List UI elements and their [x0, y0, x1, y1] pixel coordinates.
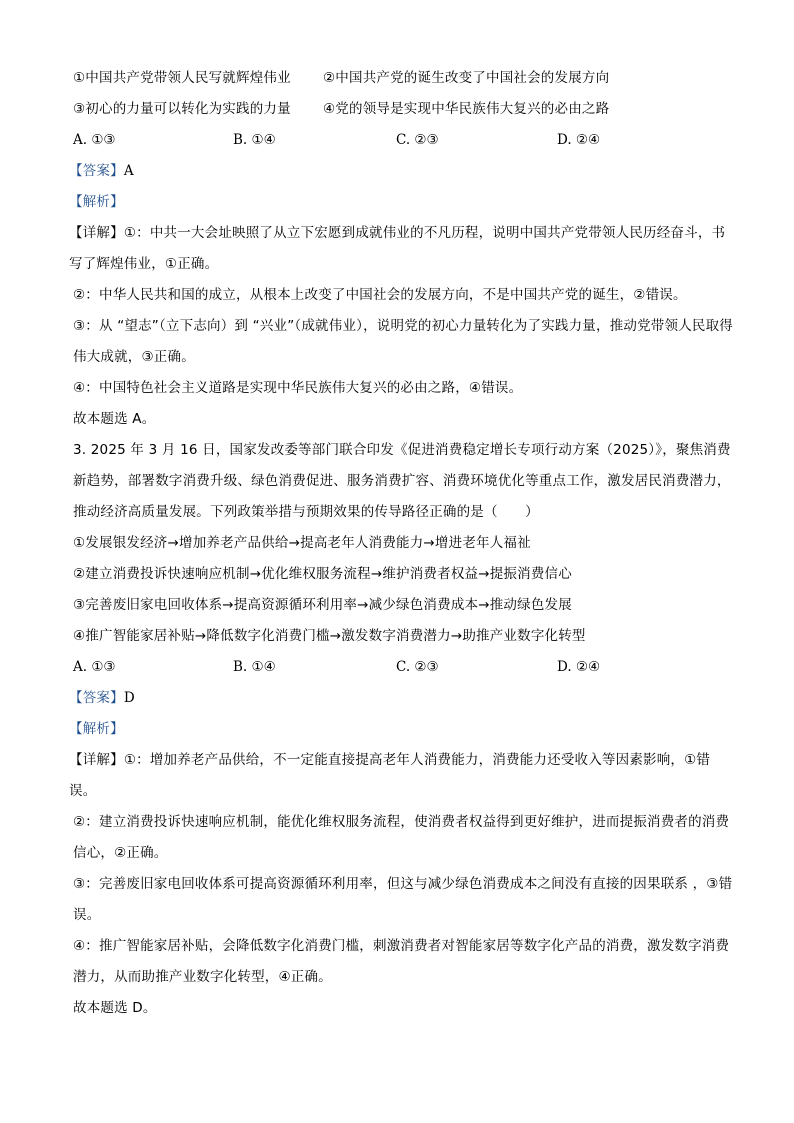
detail-paragraph [73, 373, 733, 404]
detail-paragraph [73, 280, 733, 311]
statement-3: ③初心的力量可以转化为实践的力量 [73, 101, 291, 117]
statement-row [73, 63, 733, 94]
conclusion-text: 故本题选 D。 [73, 1000, 157, 1016]
option-a: A. ①③ [73, 659, 116, 675]
answer-value: A [123, 163, 134, 179]
conclusion [73, 993, 733, 1024]
detail-text-4: ④：推广智能家居补贴，会降低数字化消费门槛，刺激消费者对智能家居等数字化产品的消费，激发数字消费潜力，从而助推产业数字化转型，④正确。 [73, 938, 730, 985]
detail-text-3: ③：从 “望志”（立下志向）到 “兴业”（成就伟业），说明党的初心力量转化为了实践力量，推动党带领人民取得伟大成就，③正确。 [73, 318, 734, 365]
detail-paragraph [73, 931, 733, 993]
answer-line [69, 156, 733, 187]
detail-paragraph [73, 311, 733, 373]
detail-tag: 【详解】 [69, 752, 124, 768]
detail-text-2: ②：建立消费投诉快速响应机制，能优化维权服务流程，使消费者权益得到更好维护，进而提振消费者的消费信心，②正确。 [73, 814, 730, 861]
statement-row [73, 559, 733, 590]
option-a: A. ①③ [73, 132, 116, 148]
statement-row [73, 590, 733, 621]
statement-row [73, 621, 733, 652]
statement-4: ④推广智能家居补贴→降低数字化消费门槛→激发数字消费潜力→助推产业数字化转型 [73, 628, 586, 644]
option-c: C. ②③ [396, 659, 439, 675]
statement-2: ②建立消费投诉快速响应机制→优化维权服务流程→维护消费者权益→提振消费信心 [73, 566, 572, 582]
statement-row [73, 94, 733, 125]
conclusion [73, 404, 733, 435]
detail-text-1: ①：增加养老产品供给，不一定能直接提高老年人消费能力，消费能力还受收入等因素影响，①错误。 [69, 752, 711, 799]
detail-text-4: ④：中国特色社会主义道路是实现中华民族伟大复兴的必由之路，④错误。 [73, 380, 523, 396]
detail-text-3: ③：完善废旧家电回收体系可提高资源循环利用率，但这与减少绿色消费成本之间没有直接的因果联系 ，③错误。 [73, 876, 733, 923]
detail-text-2: ②：中华人民共和国的成立，从根本上改变了中国社会的发展方向，不是中国共产党的诞生，②错误。 [73, 287, 687, 303]
answer-tag: 【答案】 [69, 163, 124, 179]
question-stem-text: 3. 2025 年 3 月 16 日，国家发改委等部门联合印发《促进消费稳定增长专项行动方案（2025）》，聚焦消费新趋势，部署数字消费升级、绿色消费促进、服务消费扩容、消费环境优化等重点工作，激发居民消费潜力，推动经济高质量发展。下列政策举措与预期效果的传导路径正确的是（ ） [73, 442, 731, 520]
option-d: D. ②④ [557, 132, 601, 148]
question-2 [69, 63, 734, 435]
conclusion-text: 故本题选 A。 [73, 411, 156, 427]
detail-tag: 【详解】 [69, 225, 124, 241]
option-b: B. ①④ [233, 132, 276, 148]
statement-2: ②中国共产党的诞生改变了中国社会的发展方向 [323, 70, 610, 86]
options-row [73, 125, 733, 156]
statement-3: ③完善废旧家电回收体系→提高资源循环利用率→减少绿色消费成本→推动绿色发展 [73, 597, 572, 613]
analysis-line [69, 187, 733, 218]
detail-paragraph [73, 869, 733, 931]
statement-4: ④党的领导是实现中华民族伟大复兴的必由之路 [323, 101, 610, 117]
analysis-line [69, 714, 733, 745]
analysis-tag: 【解析】 [69, 194, 124, 210]
detail-paragraph [73, 807, 733, 869]
option-b: B. ①④ [233, 659, 276, 675]
question-3 [69, 435, 733, 1024]
statement-row [73, 528, 733, 559]
question-stem [73, 435, 733, 528]
answer-line [69, 683, 733, 714]
detail-paragraph [69, 218, 733, 280]
document-page [69, 63, 734, 1024]
detail-paragraph [69, 745, 733, 807]
answer-value: D [123, 690, 135, 706]
statement-1: ①中国共产党带领人民写就辉煌伟业 [73, 70, 291, 86]
option-d: D. ②④ [557, 659, 601, 675]
analysis-tag: 【解析】 [69, 721, 124, 737]
statement-1: ①发展银发经济→增加养老产品供给→提高老年人消费能力→增进老年人福祉 [73, 535, 531, 551]
option-c: C. ②③ [396, 132, 439, 148]
detail-text-1: ①：中共一大会址映照了从立下宏愿到成就伟业的不凡历程，说明中国共产党带领人民历经奋斗，书写了辉煌伟业，①正确。 [69, 225, 726, 272]
options-row [73, 652, 733, 683]
answer-tag: 【答案】 [69, 690, 124, 706]
